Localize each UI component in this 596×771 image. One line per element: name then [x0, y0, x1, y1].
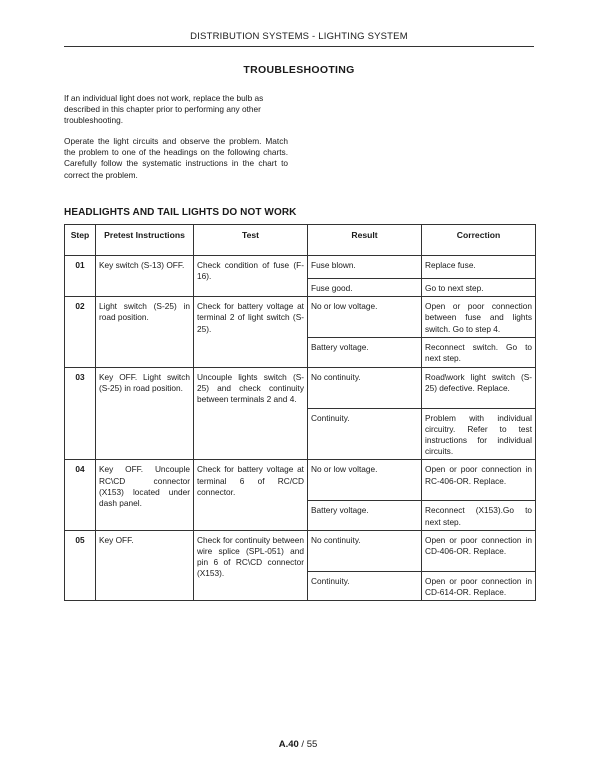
correction-cell: Problem with individual circuitry. Refer to test instructions for individual circuits.: [422, 408, 536, 460]
result-cell: Fuse good.: [308, 279, 422, 297]
test-cell: Check for battery voltage at terminal 6 of RC/CD connector.: [194, 460, 308, 530]
test-cell: Check condition of fuse (F-16).: [194, 256, 308, 297]
table-row: [65, 367, 536, 408]
table-row: [65, 297, 536, 338]
pretest-cell: Key OFF. Uncouple RC\CD connector (X153) located under dash panel.: [96, 460, 194, 530]
result-cell: No continuity.: [308, 367, 422, 408]
test-cell: Check for battery voltage at terminal 2 of light switch (S-25).: [194, 297, 308, 367]
table-title: HEADLIGHTS AND TAIL LIGHTS DO NOT WORK: [64, 207, 297, 218]
page-label: A.40: [278, 739, 299, 750]
correction-cell: Open or poor connection in RC-406-OR. Replace.: [422, 460, 536, 501]
pretest-cell: Key switch (S-13) OFF.: [96, 256, 194, 297]
correction-cell: Open or poor connection between fuse and lights switch. Go to step 4.: [422, 297, 536, 338]
header-rule: [64, 46, 534, 47]
section-title: TROUBLESHOOTING: [243, 64, 355, 76]
pretest-cell: Light switch (S-25) in road position.: [96, 297, 194, 367]
correction-cell: Go to next step.: [422, 279, 536, 297]
header-result: Result: [308, 225, 422, 256]
table-row: [65, 530, 536, 571]
result-cell: No continuity.: [308, 530, 422, 571]
result-cell: Continuity.: [308, 408, 422, 460]
running-head: DISTRIBUTION SYSTEMS - LIGHTING SYSTEM: [190, 31, 408, 42]
result-cell: Battery voltage.: [308, 501, 422, 530]
correction-cell: Open or poor connection in CD-406-OR. Replace.: [422, 530, 536, 571]
step-number: 01: [65, 256, 96, 297]
step-number: 04: [65, 460, 96, 530]
page-total: / 55: [301, 739, 318, 750]
result-cell: No or low voltage.: [308, 460, 422, 501]
pretest-cell: Key OFF.: [96, 530, 194, 600]
correction-cell: Open or poor connection in CD-614-OR. Replace.: [422, 571, 536, 600]
step-number: 05: [65, 530, 96, 600]
correction-cell: Reconnect (X153).Go to next step.: [422, 501, 536, 530]
result-cell: Fuse blown.: [308, 256, 422, 279]
troubleshooting-table: [64, 224, 536, 601]
table-row: [65, 256, 536, 279]
correction-cell: Reconnect switch. Go to next step.: [422, 338, 536, 367]
correction-cell: Road\work light switch (S-25) defective. Replace.: [422, 367, 536, 408]
intro-paragraph-1: If an individual light does not work, replace the bulb as described in this chapter prior to performing any other troubleshooting.: [64, 93, 264, 126]
page-number: [0, 739, 596, 750]
result-cell: No or low voltage.: [308, 297, 422, 338]
result-cell: Continuity.: [308, 571, 422, 600]
pretest-cell: Key OFF. Light switch (S-25) in road position.: [96, 367, 194, 460]
test-cell: Check for continuity between wire splice (SPL-051) and pin 6 of RC\CD connector (X153).: [194, 530, 308, 600]
step-number: 02: [65, 297, 96, 367]
test-cell: Uncouple lights switch (S-25) and check continuity between terminals 2 and 4.: [194, 367, 308, 460]
correction-cell: Replace fuse.: [422, 256, 536, 279]
intro-paragraph-2: Operate the light circuits and observe the problem. Match the problem to one of the headings on the following charts. Carefully follow the systematic instructions in the chart to correct the problem.: [64, 136, 288, 180]
step-number: 03: [65, 367, 96, 460]
header-correction: Correction: [422, 225, 536, 256]
table-row: [65, 460, 536, 501]
header-step: Step: [65, 225, 96, 256]
table-header-row: [65, 225, 536, 256]
result-cell: Battery voltage.: [308, 338, 422, 367]
header-test: Test: [194, 225, 308, 256]
header-pretest: Pretest Instructions: [96, 225, 194, 256]
